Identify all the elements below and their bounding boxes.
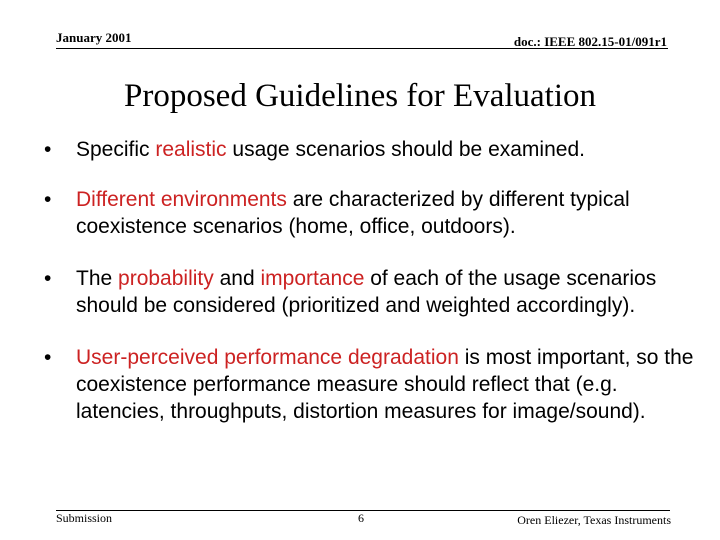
bullet-dot-icon: • bbox=[44, 346, 52, 369]
bullet-dot-icon: • bbox=[44, 267, 52, 290]
bullet-text: The probability and importance of each of the usage scenarios should be considered (prioritized and weighted accordingly). bbox=[76, 267, 657, 317]
bullet-item-1 bbox=[44, 136, 694, 163]
bullet-dot-icon: • bbox=[44, 188, 52, 211]
header-doc-id: doc.: IEEE 802.15-01/091r1 bbox=[513, 34, 667, 49]
slide-title: Proposed Guidelines for Evaluation bbox=[124, 78, 596, 114]
page-number: 6 bbox=[358, 511, 364, 525]
bullet-item-3 bbox=[44, 265, 694, 319]
header-divider bbox=[56, 48, 668, 49]
bullet-text: Different environments are characterized by different typical coexistence scenarios (home, office, outdoors). bbox=[76, 188, 630, 238]
bullet-item-2 bbox=[44, 186, 694, 240]
footer-author: Oren Eliezer, Texas Instruments bbox=[517, 513, 671, 527]
highlight-text: Different environments bbox=[76, 188, 287, 211]
footer-submission: Submission bbox=[56, 511, 113, 525]
bullet-text: User-perceived performance degradation is most important, so the coexistence performance measure should reflect that (e.g. latencies, throughputs, distortion measures for image/sound). bbox=[76, 346, 694, 423]
bullet-list bbox=[44, 136, 694, 425]
highlight-text: importance bbox=[260, 267, 365, 290]
bullet-dot-icon: • bbox=[44, 138, 52, 161]
highlight-text: realistic bbox=[155, 138, 227, 161]
bullet-item-4 bbox=[44, 344, 694, 425]
header-date: January 2001 bbox=[56, 30, 132, 45]
bullet-text: Specific realistic usage scenarios should be examined. bbox=[76, 138, 585, 161]
highlight-text: User-perceived performance degradation bbox=[76, 346, 459, 369]
highlight-text: probability bbox=[118, 267, 214, 290]
